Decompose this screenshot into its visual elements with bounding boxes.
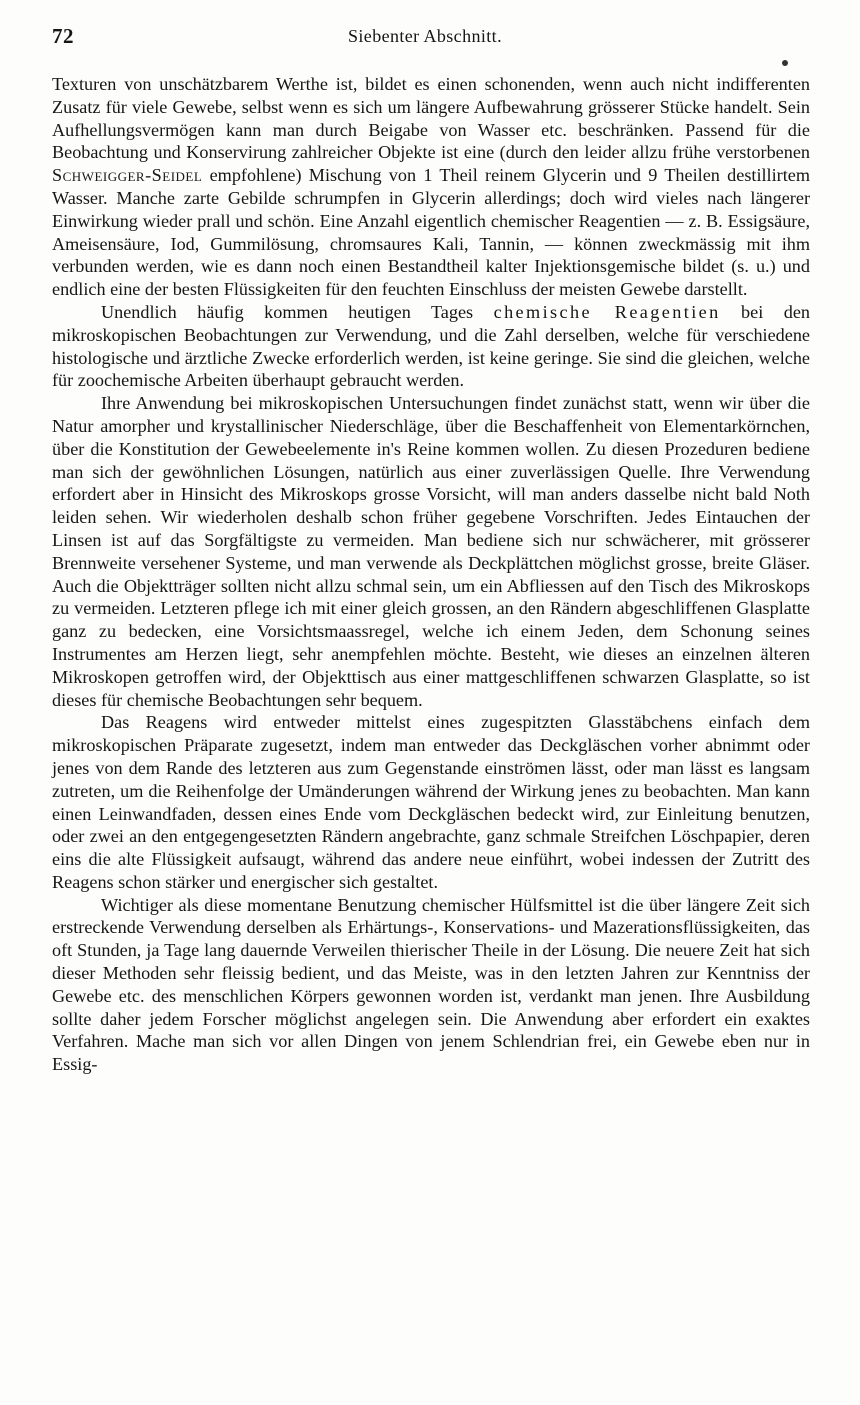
page-number: 72 — [52, 24, 74, 48]
running-head: Siebenter Abschnitt. — [348, 26, 502, 46]
emphasis-term: chemische Reagentien — [493, 301, 721, 322]
paragraph-1-text-b: empfohlene) Mischung von 1 Theil reinem Glycerin und 9 Theilen destillirtem Wasser. Manche zarte Gebilde schrumpfen in Glycerin allerdings; doch wird vieles nach längerer Einwirkung wieder prall und schön. Eine Anzahl eigentlich chemischer Reagentien — z. B. Essigsäure, Ameisensäure, Iod, Gummilösung, chromsaures Kali, Tannin, — können zweckmässig mit ihm verbunden werden, wie es dann noch einen Bestandtheil kalter Injektionsgemische bildet (s. u.) und endlich eine der besten Flüssigkeiten für den feuchten Einschluss der meisten Gewebe darstellt. — [52, 165, 810, 300]
author-name: Schweigger-Seidel — [52, 165, 203, 186]
paragraph-5: Wichtiger als diese momentane Benutzung chemischer Hülfsmittel ist die über längere Zeit sich erstreckende Verwendung derselben als Erhärtungs-, Konservations- und Mazerationsflüssigkeiten, das oft Stunden, ja Tage lang dauernde Verweilen thierischer Theile in der Lösung. Die neuere Zeit hat sich dieser Methoden sehr fleissig bedient, und das Meiste, was in den letzten Jahren zur Kenntniss der Gewebe etc. des menschlichen Körpers gewonnen worden ist, verdankt man jenen. Ihre Ausbildung sollte daher jedem Forscher möglichst angelegen sein. Die Anwendung aber erfordert ein exaktes Verfahren. Mache man sich vor allen Dingen von jenem Schlendrian frei, ein Gewebe eben nur in Essig- — [52, 894, 810, 1075]
page-header — [52, 24, 810, 52]
paragraph-2-text-b: bei den mikroskopischen Beobachtungen zur Verwendung, und die Zahl derselben, welche für verschiedene histologische und ärztliche Zwecke erforderlich werden, ist keine geringe. Sie sind die gleichen, welche für zoochemische Arbeiten überhaupt gebraucht werden. — [52, 301, 810, 391]
paragraph-4: Das Reagens wird entweder mittelst eines zugespitzten Glasstäbchens einfach dem mikroskopischen Präparate zugesetzt, indem man entweder das Deckgläschen vorher abnimmt oder jenes von dem Rande des letzteren aus zum Gegenstande einströmen lässt, oder man lässt es langsam zutreten, um die Reihenfolge der Umänderungen während der Wirkung jenes zu beobachten. Man kann einen Leinwandfaden, dessen eines Ende vom Deckgläschen bedeckt wird, zur Einleitung benutzen, oder zwei an den entgegengesetzten Rändern angebrachte, ganz schmale Streifchen Löschpapier, deren eins die alte Flüssigkeit aufsaugt, während das andere neue einführt, wobei indessen der Zutritt des Reagens schon stärker und energischer sich gestaltet. — [52, 712, 810, 892]
paragraph-2-text-a: Unendlich häufig kommen heutigen Tages — [101, 301, 494, 322]
paragraph-1-text-a: Texturen von unschätzbarem Werthe ist, bildet es einen schonenden, wenn auch nicht indifferenten Zusatz für viele Gewebe, selbst wenn es sich um längere Aufbewahrung grösserer Stücke handelt. Sein Aufhellungsvermögen kann man durch Beigabe von Wasser etc. beschränken. Passend für die Beobachtung und Konservirung zahlreicher Objekte ist eine (durch den leider allzu frühe verstorbenen — [52, 74, 810, 163]
ink-speck — [782, 60, 788, 66]
paragraph-3: Ihre Anwendung bei mikroskopischen Untersuchungen findet zunächst statt, wenn wir über die Natur amorpher und krystallinischer Niederschläge, über die Beschaffenheit von Elementarkörnchen, über die Konstitution der Gewebeelemente in's Reine kommen wollen. Zu diesen Prozeduren bediene man sich der gewöhnlichen Lösungen, natürlich aus einer zuverlässigen Quelle. Ihre Verwendung erfordert aber in Hinsicht des Mikroskops grosse Vorsicht, will man anders dasselbe nicht bald Noth leiden sehen. Wir wiederholen deshalb schon früher gegebene Vorschriften. Jedes Eintauchen der Linsen ist auf das Sorgfältigste zu vermeiden. Man bediene sich nur schwächerer, mit grösserer Brennweite versehener Systeme, und man verwende als Deckplättchen möglichst grosse, breite Gläser. Auch die Objektträger sollten nicht allzu schmal sein, um ein Abfliessen auf den Tisch des Mikroskops zu vermeiden. Letzteren pflege ich mit einer gleich grossen, an den Rändern abgeschliffenen Glasplatte ganz zu bedecken, eine Vorsichtsmaassregel, welche ich einem Jeden, dem Schonung seines Instrumentes am Herzen liegt, sehr anempfehlen möchte. Besteht, wie dieses an einzelnen älteren Mikroskopen getroffen wird, der Objekttisch aus einer mattgeschliffenen schwarzen Glasplatte, so ist dieses für chemische Beobachtungen sehr bequem. — [52, 393, 810, 710]
paragraph-1 — [52, 73, 810, 301]
paragraph-2 — [52, 301, 810, 392]
body-text — [52, 73, 810, 1076]
